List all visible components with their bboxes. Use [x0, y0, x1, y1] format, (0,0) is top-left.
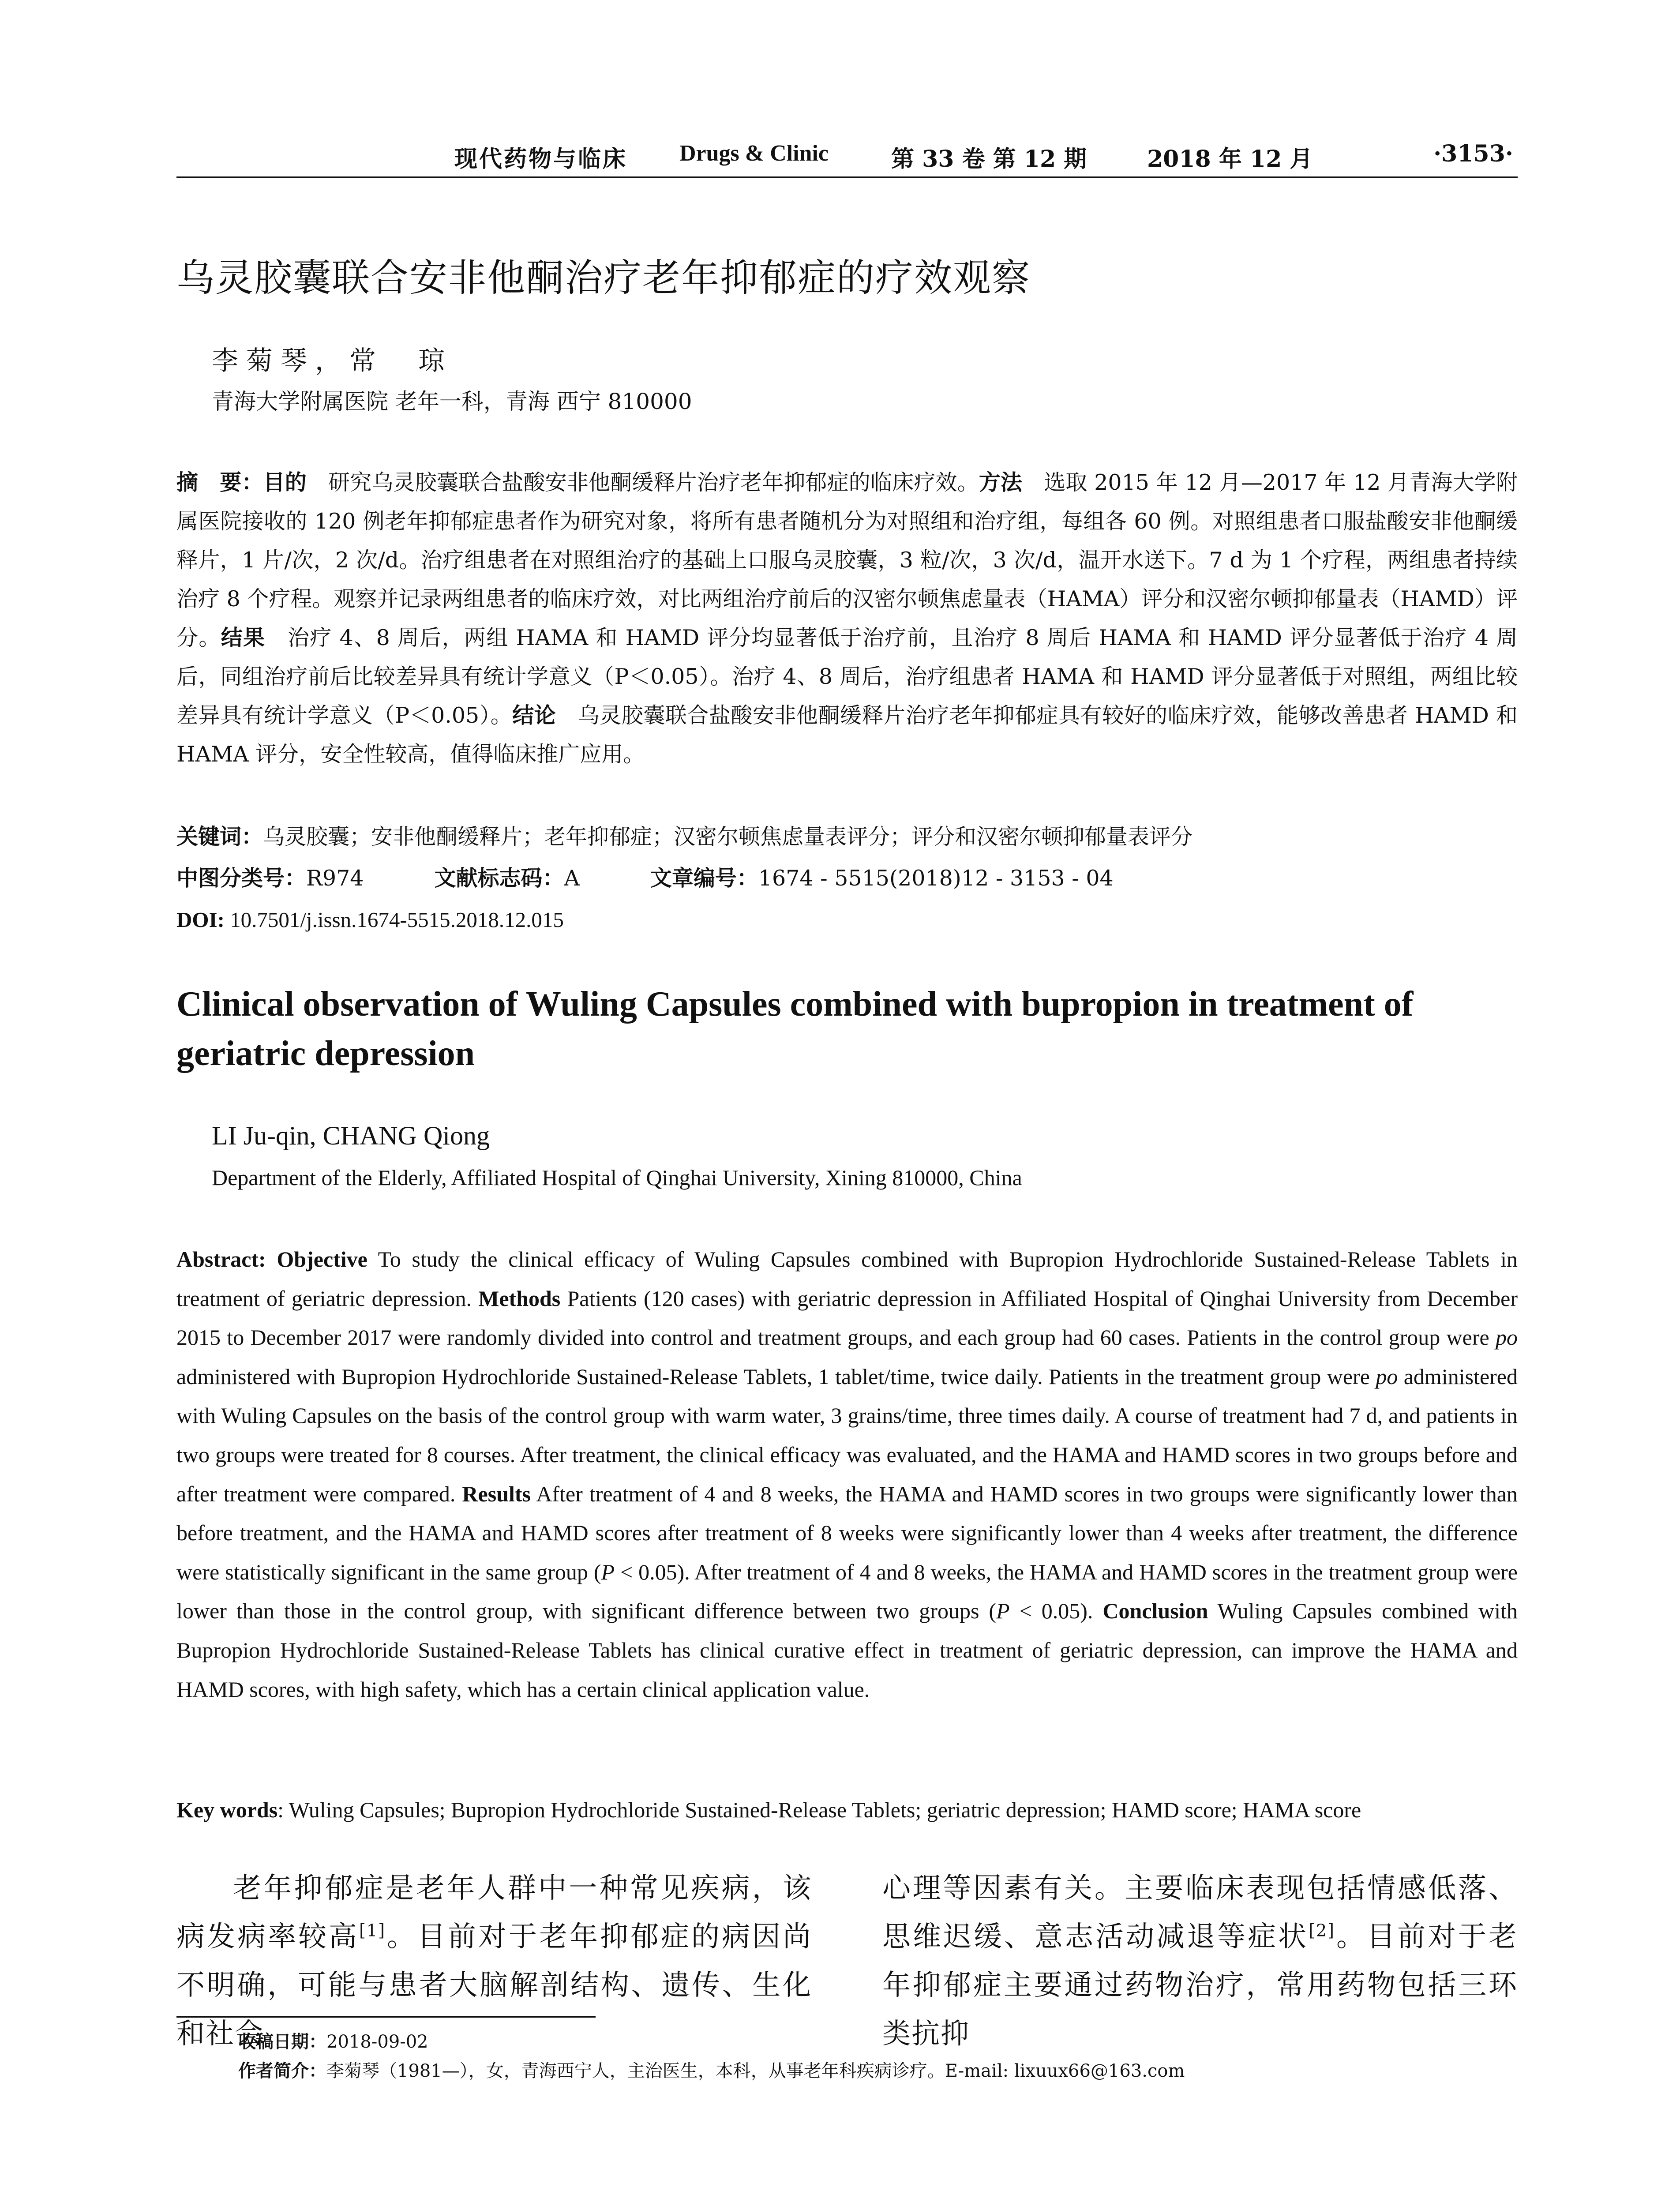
body-left-text-2: 。目前对于老年抑郁症的病因尚不明确，可能与患者大脑解剖结构、遗传、生化和社会: [176, 1921, 812, 2050]
received-label: 收稿日期：: [238, 2032, 326, 2052]
doi-link[interactable]: 10.7501/j.issn.1674-5515.2018.12.015: [230, 908, 564, 932]
body-left-text-1: 老年抑郁症是老年人群中一种常见疾病，该病发病率较高: [176, 1872, 812, 1953]
journal-name-cn: 现代药物与临床: [454, 146, 628, 173]
issue-date: 2018 年 12 月: [1147, 146, 1313, 173]
author-bio: [238, 2056, 1185, 2086]
results-cn-label: 结果: [221, 625, 266, 650]
body-right-text-2: 。目前对于老年抑郁症主要通过药物治疗，常用药物包括三环类抗抑: [882, 1921, 1518, 2050]
header-rule: [176, 176, 1518, 178]
abstract-cn: [176, 463, 1518, 774]
keywords-en-label: Key words: [176, 1797, 278, 1822]
citation-1[interactable]: [1]: [359, 1921, 386, 1940]
received-date: [238, 2027, 1185, 2056]
doc-code-label: 文献标志码：: [434, 866, 564, 891]
objective-en-text: To study the clinical efficacy of Wuling Capsules combined with Bupropion Hydrochloride Sustained-Release Tablets in treatment of geriatric depression.: [176, 1247, 1518, 1311]
footnote-rule: [176, 2016, 596, 2018]
methods-en-text-2: administered with Bupropion Hydrochloride Sustained-Release Tablets, 1 tablet/time, twice daily. Patients in the treatment group were: [176, 1364, 1376, 1389]
authors-en: LI Ju-qin, CHANG Qiong: [212, 1121, 490, 1150]
doi-row: [176, 899, 1518, 941]
title-en: Clinical observation of Wuling Capsules combined with bupropion in treatment of geriatric depression: [176, 985, 1414, 1073]
abstract-en: [176, 1240, 1518, 1709]
methods-cn-label: 方法: [979, 470, 1023, 495]
conclusion-en-label: Conclusion: [1102, 1598, 1208, 1624]
clc-label: 中图分类号：: [176, 866, 307, 891]
results-en-label: Results: [462, 1481, 531, 1506]
authors-cn: 李菊琴，常 琼: [212, 345, 453, 376]
methods-en-text-3: administered with Wuling Capsules on the basis of the control group with warm water, 3 grains/time, three times daily. A course of treatment had 7 d, and patients in two groups were treated for 8 courses. After treatment, the clinical efficacy was evaluated, and the HAMA and HAMD scores in two groups before and after treatment were compared.: [176, 1364, 1518, 1506]
keywords-cn-label: 关键词：: [176, 824, 263, 849]
conclusion-cn-label: 结论: [512, 703, 556, 728]
p-value-symbol-1: P: [601, 1559, 615, 1584]
abstract-cn-label: 摘 要：: [176, 470, 263, 495]
methods-en-text-1: Patients (120 cases) with geriatric depression in Affiliated Hospital of Qinghai University from December 2015 to December 2017 were randomly divided into control and treatment groups, and each group had 60 cases. Patients in the control group were: [176, 1286, 1518, 1350]
methods-cn-text: 选取 2015 年 12 月—2017 年 12 月青海大学附属医院接收的 120 例老年抑郁症患者作为研究对象，将所有患者随机分为对照组和治疗组，每组各 60 例。对照组患者口服盐酸安非他酮缓释片，1 片/次，2 次/d。治疗组患者在对照组治疗的基础上口服乌灵胶囊，3 粒/次，3 次/d，温开水送下。7 d 为 1 个疗程，两组患者持续治疗 8 个疗程。观察并记录两组患者的临床疗效，对比两组治疗前后的汉密尔顿焦虑量表（HAMA）评分和汉密尔顿抑郁量表（HAMD）评分。: [176, 470, 1518, 650]
objective-cn-text: 研究乌灵胶囊联合盐酸安非他酮缓释片治疗老年抑郁症的临床疗效。: [306, 470, 979, 495]
article-no-label: 文章编号：: [650, 866, 758, 891]
keywords-en-text: : Wuling Capsules; Bupropion Hydrochloride Sustained-Release Tablets; geriatric depression; HAMD score; HAMA score: [278, 1797, 1361, 1822]
citation-2[interactable]: [2]: [1309, 1921, 1335, 1940]
conclusion-cn-text: 乌灵胶囊联合盐酸安非他酮缓释片治疗老年抑郁症具有较好的临床疗效，能够改善患者 HAMD 和 HAMA 评分，安全性较高，值得临床推广应用。: [176, 703, 1518, 767]
clc-value: R974: [306, 866, 364, 891]
po-term-1: po: [1496, 1325, 1518, 1350]
affiliation-cn: 青海大学附属医院 老年一科，青海 西宁 810000: [212, 389, 692, 414]
received-value: 2018-09-02: [326, 2032, 428, 2052]
keywords-cn-text: 乌灵胶囊；安非他酮缓释片；老年抑郁症；汉密尔顿焦虑量表评分；评分和汉密尔顿抑郁量表评分: [263, 824, 1193, 849]
conclusion-en-text: Wuling Capsules combined with Bupropion Hydrochloride Sustained-Release Tablets has clinical curative effect in treatment of geriatric depression, can improve the HAMA and HAMD scores, with high safety, which has a certain clinical application value.: [176, 1598, 1518, 1702]
po-term-2: po: [1376, 1364, 1398, 1389]
volume-issue: 第 33 卷 第 12 期: [891, 146, 1087, 173]
doi-label: DOI:: [176, 908, 230, 932]
footnote: [238, 2027, 1185, 2086]
objective-cn-label: 目的: [263, 470, 307, 495]
methods-en-label: Methods: [478, 1286, 561, 1311]
page-number: ·3153·: [1433, 140, 1513, 167]
classification-row: [176, 858, 1518, 899]
objective-en-label: Objective: [277, 1247, 368, 1272]
results-en-text-2: < 0.05). After treatment of 4 and 8 weeks, the HAMA and HAMD scores in the treatment group were lower than those in the control group, with significant difference between two groups (: [176, 1559, 1518, 1624]
results-en-text-3: < 0.05).: [1009, 1598, 1103, 1624]
title-cn: 乌灵胶囊联合安非他酮治疗老年抑郁症的疗效观察: [176, 256, 1031, 300]
keywords-cn: [176, 816, 1518, 858]
article-no-value: 1674 - 5515(2018)12 - 3153 - 04: [758, 866, 1114, 891]
abstract-en-label: Abstract:: [176, 1247, 277, 1272]
affiliation-en: Department of the Elderly, Affiliated Hospital of Qinghai University, Xining 810000, China: [212, 1165, 1022, 1190]
results-cn-text: 治疗 4、8 周后，两组 HAMA 和 HAMD 评分均显著低于治疗前，且治疗 8 周后 HAMA 和 HAMD 评分显著低于治疗 4 周后，同组治疗前后比较差异具有统计学意义（P＜0.05）。治疗 4、8 周后，治疗组患者 HAMA 和 HAMD 评分显著低于对照组，两组比较差异具有统计学意义（P＜0.05）。: [176, 625, 1518, 728]
doc-code-value: A: [564, 866, 580, 891]
results-en-text-1: After treatment of 4 and 8 weeks, the HAMA and HAMD scores in two groups were significantly lower than before treatment, and the HAMA and HAMD scores after treatment of 8 weeks were significantly lower than 4 weeks after treatment, the difference were statistically significant in the same group (: [176, 1481, 1518, 1584]
p-value-symbol-2: P: [996, 1598, 1010, 1624]
author-bio-text: 李菊琴（1981—），女，青海西宁人，主治医生，本科，从事老年科疾病诊疗。E-mail: lixuux66@163.com: [326, 2061, 1185, 2081]
keywords-en: [176, 1797, 1518, 1823]
running-header: [176, 140, 1518, 180]
body-right-text-1: 心理等因素有关。主要临床表现包括情感低落、思维迟缓、意志活动减退等症状: [882, 1872, 1518, 1953]
author-bio-label: 作者简介：: [238, 2061, 326, 2081]
metadata-cn: [176, 816, 1518, 941]
journal-name-en: Drugs & Clinic: [679, 141, 829, 166]
